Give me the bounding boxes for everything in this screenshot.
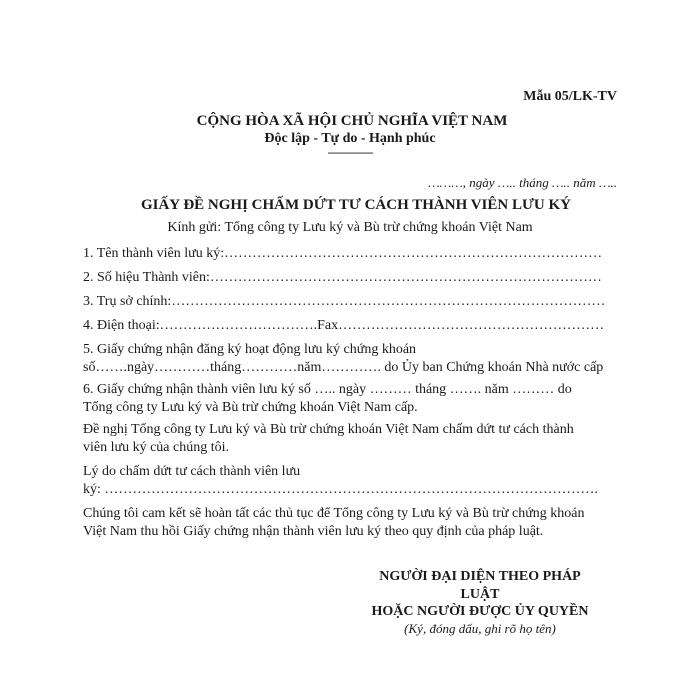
- signature-note: (Ký, đóng dấu, ghi rõ họ tên): [404, 621, 556, 636]
- date-line: ………, ngày ….. tháng ….. năm …..: [428, 175, 617, 190]
- reason-label: Lý do chấm dứt tư cách thành viên lưu: [83, 464, 301, 479]
- country-name: CỘNG HÒA XÃ HỘI CHỦ NGHĨA VIỆT NAM: [196, 113, 508, 129]
- signature-title-line2: LUẬT: [460, 587, 500, 602]
- field-member-cert-issuer: Tổng công ty Lưu ký và Bù trừ chứng khoán Việt Nam cấp.: [83, 400, 418, 415]
- field-registration-cert: 5. Giấy chứng nhận đăng ký hoạt động lưu ký chứng khoán: [83, 342, 417, 357]
- national-motto: Độc lập - Tự do - Hạnh phúc: [264, 131, 436, 146]
- field-registration-cert-detail: số…….ngày…………tháng…………năm…………. do Ủy ban Chứng khoán Nhà nước cấp: [83, 360, 604, 375]
- request-text: Đề nghị Tổng công ty Lưu ký và Bù trừ chứng khoán Việt Nam chấm dứt tư cách thành: [83, 422, 574, 437]
- form-code: Mẫu 05/LK-TV: [523, 89, 617, 104]
- field-member-name: 1. Tên thành viên lưu ký:………………………………………………………………………: [83, 246, 603, 261]
- field-phone-fax: 4. Điện thoại:…………………………….Fax…………………………………………………: [83, 318, 605, 333]
- addressee: Kính gửi: Tổng công ty Lưu ký và Bù trừ chứng khoán Việt Nam: [167, 220, 533, 235]
- signature-title-line1: NGƯỜI ĐẠI DIỆN THEO PHÁP: [379, 569, 581, 584]
- field-member-number: 2. Số hiệu Thành viên:…………………………………………………………………………: [83, 270, 602, 285]
- field-head-office: 3. Trụ sở chính:…………………………………………………………………………………: [83, 294, 606, 309]
- header-divider: ---------------: [327, 145, 373, 159]
- signature-title-line3: HOẶC NGƯỜI ĐƯỢC ỦY QUYỀN: [371, 604, 589, 619]
- reason-field: ký: …………………………………………………………………………………………….: [83, 482, 598, 497]
- request-text-cont: viên lưu ký của chúng tôi.: [83, 440, 230, 455]
- document-title: GIẤY ĐỀ NGHỊ CHẤM DỨT TƯ CÁCH THÀNH VIÊN LƯU KÝ: [140, 197, 572, 213]
- commitment-text-cont: Việt Nam thu hồi Giấy chứng nhận thành viên lưu ký theo quy định của pháp luật.: [83, 524, 544, 539]
- field-member-cert: 6. Giấy chứng nhận thành viên lưu ký số ….. ngày ……… tháng ……. năm ……… do: [83, 382, 572, 397]
- commitment-text: Chúng tôi cam kết sẽ hoàn tất các thủ tục để Tổng công ty Lưu ký và Bù trừ chứng khoán: [83, 506, 585, 521]
